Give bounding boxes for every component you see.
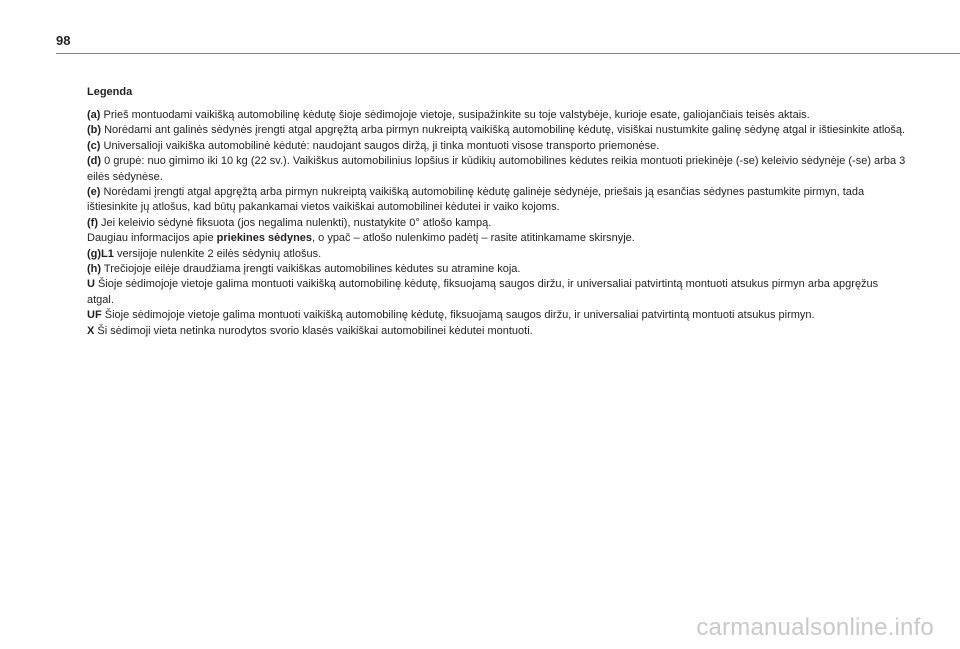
entry-label: (g)L1 — [87, 247, 114, 260]
entry-label: U — [87, 278, 95, 291]
entry-label: (c) — [87, 139, 101, 152]
entry-text: Prieš montuodami vaikišką automobilinę kėdutę šioje sėdimojoje vietoje, susipažinkite su toje valstybėje, kurioje esate, galiojančiais teisės aktais. — [100, 109, 810, 121]
entry-label: (h) — [87, 263, 102, 276]
entry-label: UF — [87, 309, 102, 322]
entry-label: (e) — [87, 186, 101, 199]
entry-text: 0 grupė: nuo gimimo iki 10 kg (22 sv.). Vaikiškus automobilinius lopšius ir kūdikių automobilines kėdutes reikia montuoti priekinėje (-se) keleivio sėdynėje (-se) arba 3 eilės sėdynėse. — [87, 155, 906, 183]
entry-text: Jei keleivio sėdynė fiksuota (jos negalima nulenkti), nustatykite 0° atlošo kampą. — [98, 216, 492, 229]
legend-entry-c — [87, 139, 907, 154]
entry-label: X — [87, 324, 95, 337]
entry-label: (d) — [87, 155, 102, 168]
entry-label: (a) — [87, 109, 101, 121]
legend-entry-g — [87, 247, 907, 262]
entry-text: versijoje nulenkite 2 eilės sėdynių atlošus. — [113, 247, 322, 260]
entry-label: (f) — [87, 216, 98, 229]
legend-entry-b — [87, 123, 907, 138]
entry-text: Šioje sėdimojoje vietoje galima montuoti vaikišką automobilinę kėdutę, fiksuojamą saugos diržu, ir universaliai patvirtintą montuoti atsukus pirmyn arba apgręžus atgal. — [87, 278, 879, 306]
watermark: carmanualsonline.info — [696, 614, 934, 641]
note-text-bold: priekines sėdynes — [216, 232, 313, 245]
front-seats-note — [87, 231, 907, 246]
legend-title: Legenda — [87, 86, 133, 98]
legend-entry-f — [87, 216, 907, 231]
entry-text: Norėdami ant galinės sėdynės įrengti atgal apgręžtą arba pirmyn nukreiptą vaikišką automobilinę kėdutę, visiškai nustumkite galinę sėdynę atgal ir ištiesinkite atlošą. — [101, 124, 906, 137]
header-divider — [56, 53, 960, 54]
entry-text: Norėdami įrengti atgal apgręžtą arba pirmyn nukreiptą vaikišką automobilinę kėdutę galinėje sėdynėje, priešais ją esančias sėdynes pastumkite pirmyn, tada ištiesinkite jų atlošus, kad būtų pakankamai vietos vaikiškai automobilinei kėdutei ir vaiko kojoms. — [87, 186, 865, 214]
entry-text: Universalioji vaikiška automobilinė kėdutė: naudojant saugos diržą, ji tinka montuoti visose transporto priemonėse. — [100, 139, 660, 152]
legend-entry-e — [87, 185, 907, 216]
legend-entry-a — [87, 108, 907, 123]
legend-section — [87, 85, 907, 339]
entry-text: Šioje sėdimojoje vietoje galima montuoti vaikišką automobilinę kėdutę, fiksuojamą saugos diržu, ir universaliai patvirtintą montuoti atsukus pirmyn. — [101, 309, 815, 322]
note-text-after: , o ypač – atlošo nulenkimo padėtį – rasite atitinkamame skirsnyje. — [312, 232, 635, 245]
entry-label: (b) — [87, 124, 102, 137]
legend-entry-uf — [87, 308, 907, 323]
entry-text: Ši sėdimoji vieta netinka nurodytos svorio klasės vaikiškai automobilinei kėdutei montuoti. — [94, 324, 533, 337]
legend-entry-d — [87, 154, 907, 185]
legend-entry-x — [87, 324, 907, 339]
legend-entry-u — [87, 277, 907, 308]
page-number: 98 — [56, 33, 71, 48]
note-text-before: Daugiau informacijos apie — [87, 232, 217, 245]
legend-entry-h — [87, 262, 907, 277]
entry-text: Trečiojoje eilėje draudžiama įrengti vaikiškas automobilines kėdutes su atramine koja. — [101, 263, 521, 276]
